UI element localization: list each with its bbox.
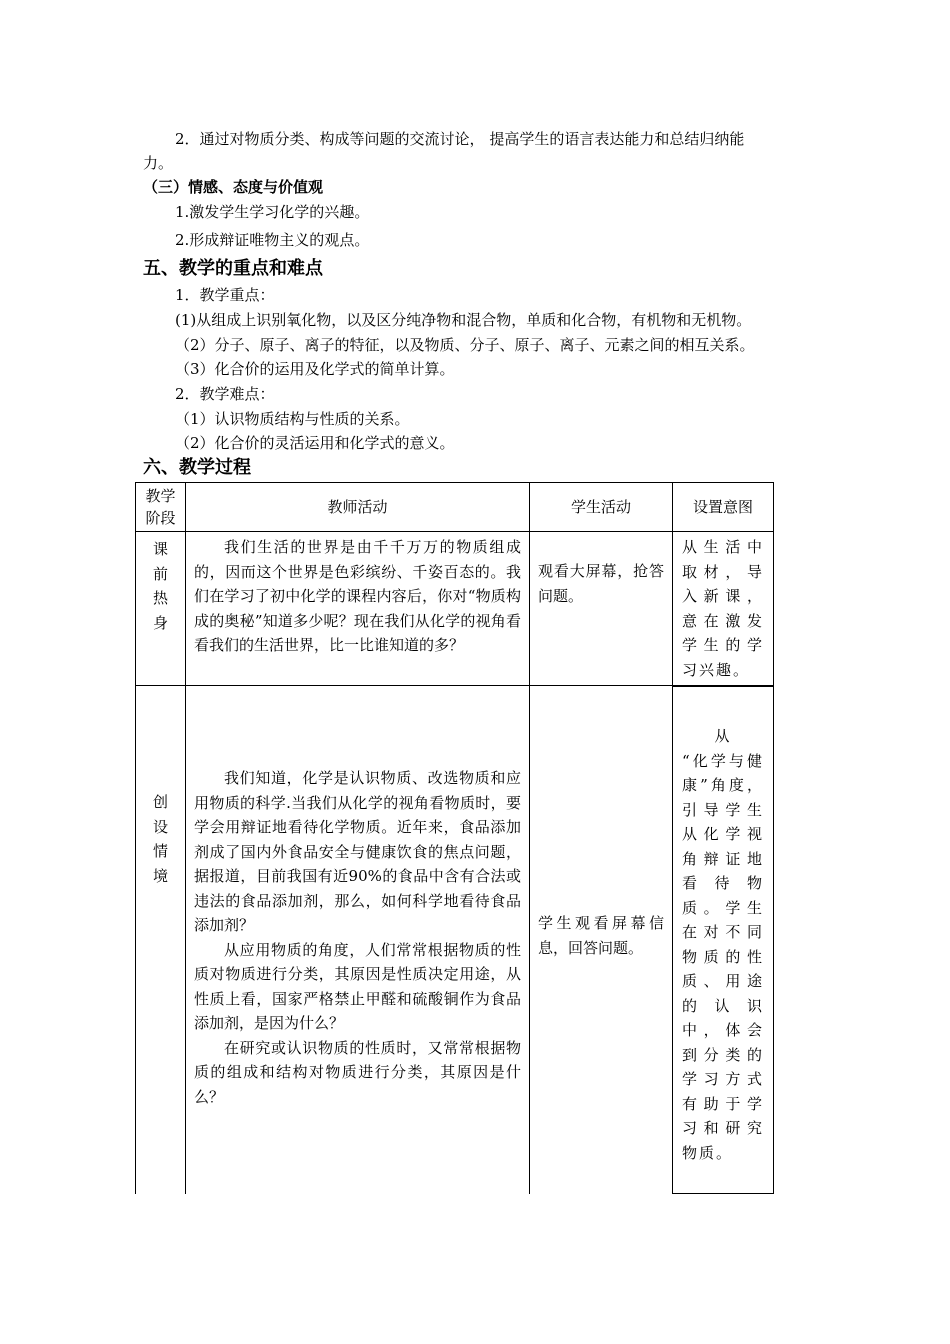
student-text: 观看大屏幕，抢答问题。	[538, 562, 664, 605]
key-point-3: （3）化合价的运用及化学式的简单计算。	[175, 360, 455, 378]
section-heading-six: 六、教学过程	[143, 457, 251, 478]
key-points-label: 1．教学重点：	[175, 286, 275, 304]
stage-char: 课	[152, 540, 168, 558]
student-text: 学生观看屏幕信息，回答问题。	[538, 914, 664, 957]
objective-2-line: 2．通过对物质分类、构成等问题的交流讨论， 提高学生的语言表达能力和总结归纳能	[175, 130, 745, 148]
section-heading-five: 五、教学的重点和难点	[143, 258, 323, 279]
key-point-2: （2）分子、原子、离子的特征，以及物质、分子、原子、离子、元素之间的相互关系。	[175, 336, 755, 354]
stage-cell-warmup	[136, 532, 186, 686]
student-activity-scenario	[530, 686, 673, 1195]
student-activity-warmup	[530, 532, 673, 686]
teacher-paragraph-2: 从应用物质的角度，人们常常根据物质的性质对物质进行分类，其原因是性质决定用途，从性质上看，国家严格禁止甲醛和硫酸铜作为食品添加剂，是因为什么？	[194, 940, 521, 1032]
stage-char: 热	[152, 589, 168, 607]
table-row	[136, 686, 774, 1195]
key-point-1: (1)从组成上识别氧化物，以及区分纯净物和混合物，单质和化合物，有机物和无机物。	[175, 311, 752, 329]
header-stage	[136, 483, 186, 532]
stage-char: 身	[152, 613, 168, 632]
difficulty-2: （2）化合价的灵活运用和化学式的意义。	[175, 434, 455, 452]
table-header-row	[136, 483, 774, 532]
attitude-item-2: 2.形成辩证唯物主义的观点。	[175, 231, 370, 249]
purpose-box	[672, 686, 774, 1194]
teacher-activity-warmup	[186, 532, 530, 686]
header-stage-line-2: 阶段	[145, 509, 176, 527]
stage-char: 创	[152, 793, 168, 811]
stage-char: 前	[152, 564, 168, 583]
stage-cell-scenario	[136, 686, 186, 1195]
difficulties-label: 2．教学难点：	[175, 385, 275, 403]
teacher-paragraph-3: 在研究或认识物质的性质时，又常常根据物质的组成和结构对物质进行分类，其原因是什么？	[194, 1038, 521, 1106]
difficulty-1: （1）认识物质结构与性质的关系。	[175, 410, 410, 428]
purpose-text: 从生活中取材，导入新课，意在激发学生的学习兴趣。	[682, 538, 764, 679]
teacher-activity-scenario	[186, 686, 530, 1195]
header-purpose: 设置意图	[673, 483, 774, 532]
attitude-item-1: 1.激发学生学习化学的兴趣。	[175, 203, 370, 221]
objective-2-continuation: 力。	[143, 154, 174, 172]
teaching-process-table	[135, 482, 774, 1194]
purpose-warmup	[673, 532, 774, 686]
header-teacher-activity: 教师活动	[186, 483, 530, 532]
purpose-text: “化学与健康”角度，引导学生从化学视角辩证地看待物质。学生在对不同物质的性质、用途的认识中，体会到分类的学习方式有助于学习和研究物质。	[682, 751, 764, 1162]
stage-char: 境	[152, 866, 168, 885]
table-row	[136, 532, 774, 686]
purpose-scenario	[673, 686, 774, 1195]
section-heading-attitude: （三）情感、态度与价值观	[143, 178, 324, 196]
header-student-activity: 学生活动	[530, 483, 673, 532]
stage-char: 情	[152, 842, 168, 860]
header-stage-line-1: 教学	[145, 487, 176, 505]
purpose-first-char: 从	[714, 727, 732, 745]
teacher-paragraph-1: 我们知道，化学是认识物质、改选物质和应用物质的科学.当我们从化学的视角看物质时，要学会用辩证地看待化学物质。近年来，食品添加剂成了国内外食品安全与健康饮食的焦点问题，据报道，目前我国有近90%的食品中含有合法或违法的食品添加剂，那么，如何科学地看待食品添加剂？	[194, 769, 521, 934]
stage-char: 设	[152, 817, 168, 836]
teacher-text: 我们生活的世界是由千千万万的物质组成的，因而这个世界是色彩缤纷、千姿百态的。我们在学习了初中化学的课程内容后，你对“物质构成的奥秘”知道多少呢？现在我们从化学的视角看看我们的生活世界，比一比谁知道的多？	[194, 538, 521, 654]
